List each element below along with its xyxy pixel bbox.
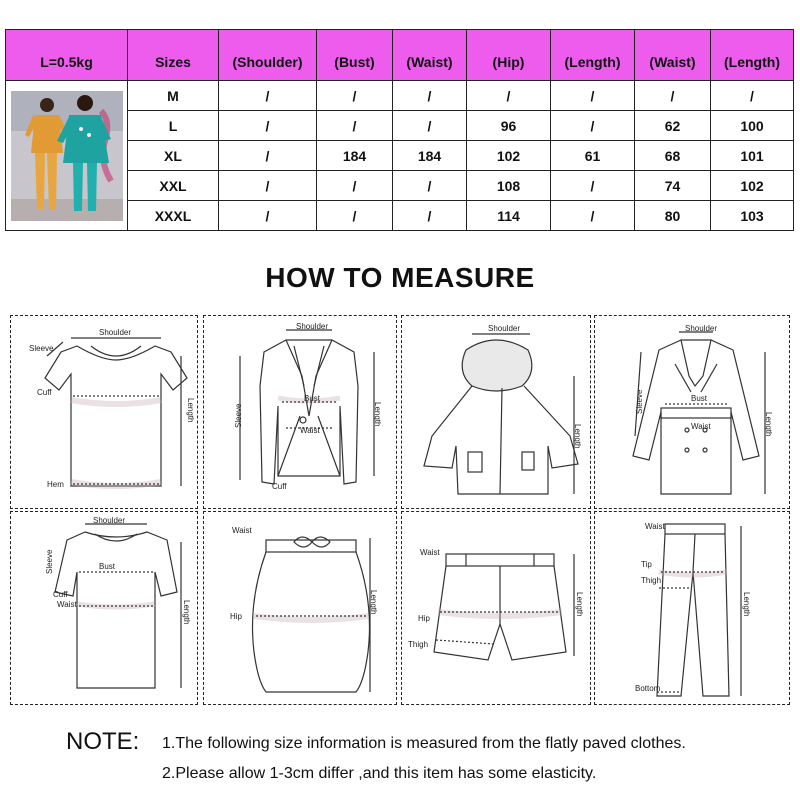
size-cell: M bbox=[128, 81, 219, 111]
diagram-parka bbox=[401, 315, 591, 509]
tshirt-cuff-label: Cuff bbox=[37, 388, 52, 397]
skirt-waist-label: Waist bbox=[232, 526, 252, 535]
table-cell: / bbox=[551, 81, 635, 111]
parka-illustration bbox=[402, 316, 592, 510]
table-cell: / bbox=[393, 81, 467, 111]
table-cell: 68 bbox=[635, 141, 711, 171]
table-cell: / bbox=[317, 81, 393, 111]
table-cell: / bbox=[393, 171, 467, 201]
pants-waist-label: Waist bbox=[645, 522, 665, 531]
note-line-2: 2.Please allow 1-3cm differ ,and this item has some elasticity. bbox=[162, 765, 597, 782]
table-cell: 184 bbox=[393, 141, 467, 171]
table-cell: 61 bbox=[551, 141, 635, 171]
diagram-dress bbox=[10, 511, 198, 705]
dress-illustration bbox=[11, 512, 199, 706]
shorts-thigh-label: Thigh bbox=[408, 640, 429, 649]
pants-illustration bbox=[595, 512, 791, 706]
tshirt-hem-label: Hem bbox=[47, 480, 64, 489]
skirt-length-label: Length bbox=[369, 590, 378, 615]
tshirt-shoulder-label: Shoulder bbox=[99, 328, 132, 337]
pants-tip-label: Tip bbox=[641, 560, 652, 569]
header-pants-length: (Length) bbox=[711, 30, 794, 81]
diagram-coat bbox=[594, 315, 790, 509]
table-cell: / bbox=[219, 81, 317, 111]
pants-length-label: Length bbox=[742, 592, 751, 617]
how-to-measure-heading: HOW TO MEASURE bbox=[265, 262, 535, 293]
header-shoulder: (Shoulder) bbox=[219, 30, 317, 81]
size-cell: L bbox=[128, 111, 219, 141]
shorts-length-label: Length bbox=[575, 592, 584, 617]
diagram-skirt bbox=[203, 511, 397, 705]
table-cell: / bbox=[551, 201, 635, 231]
table-cell: 100 bbox=[711, 111, 794, 141]
pants-bottom-label: Bottom bbox=[635, 684, 661, 693]
coat-illustration bbox=[595, 316, 791, 510]
note-label: NOTE: bbox=[66, 728, 140, 755]
coat-sleeve-label: Sleeve bbox=[635, 389, 644, 414]
size-cell: XXL bbox=[128, 171, 219, 201]
diagram-tshirt bbox=[10, 315, 198, 509]
skirt-hip-label: Hip bbox=[230, 612, 243, 621]
shorts-waist-label: Waist bbox=[420, 548, 440, 557]
coat-bust-label: Bust bbox=[691, 394, 708, 403]
table-cell: / bbox=[219, 141, 317, 171]
note-line-1: 1.The following size information is measured from the flatly paved clothes. bbox=[162, 735, 686, 752]
coat-waist-label: Waist bbox=[691, 422, 711, 431]
size-cell: XL bbox=[128, 141, 219, 171]
table-cell: / bbox=[635, 81, 711, 111]
dress-sleeve-label: Sleeve bbox=[45, 549, 54, 574]
blazer-length-label: Length bbox=[373, 402, 382, 427]
header-hip: (Hip) bbox=[467, 30, 551, 81]
dress-cuff-label: Cuff bbox=[53, 590, 68, 599]
table-cell: 108 bbox=[467, 171, 551, 201]
diagram-pants bbox=[594, 511, 790, 705]
table-cell: 80 bbox=[635, 201, 711, 231]
table-cell: / bbox=[551, 171, 635, 201]
parka-shoulder-label: Shoulder bbox=[488, 324, 521, 333]
table-cell: / bbox=[317, 171, 393, 201]
header-sizes: Sizes bbox=[128, 30, 219, 81]
table-cell: 184 bbox=[317, 141, 393, 171]
table-cell: 62 bbox=[635, 111, 711, 141]
blazer-bust-label: Bust bbox=[304, 394, 321, 403]
header-length: (Length) bbox=[551, 30, 635, 81]
table-cell: / bbox=[317, 111, 393, 141]
table-cell: 102 bbox=[711, 171, 794, 201]
table-cell: 114 bbox=[467, 201, 551, 231]
header-pants-waist: (Waist) bbox=[635, 30, 711, 81]
table-cell: / bbox=[219, 171, 317, 201]
diagram-blazer bbox=[203, 315, 397, 509]
table-cell: / bbox=[219, 201, 317, 231]
tshirt-length-label: Length bbox=[186, 398, 195, 423]
shorts-illustration bbox=[402, 512, 592, 706]
blazer-cuff-label: Cuff bbox=[272, 482, 287, 491]
pants-thigh-label: Thigh bbox=[641, 576, 662, 585]
header-bust: (Bust) bbox=[317, 30, 393, 81]
table-cell: / bbox=[393, 111, 467, 141]
dress-waist-label: Waist bbox=[57, 600, 77, 609]
size-cell: XXXL bbox=[128, 201, 219, 231]
table-cell: / bbox=[393, 201, 467, 231]
diagram-shorts bbox=[401, 511, 591, 705]
tshirt-sleeve-label: Sleeve bbox=[29, 344, 54, 353]
shorts-hip-label: Hip bbox=[418, 614, 431, 623]
blazer-sleeve-label: Sleeve bbox=[234, 403, 243, 428]
table-cell: 74 bbox=[635, 171, 711, 201]
table-cell: 103 bbox=[711, 201, 794, 231]
weight-label: L=0.5kg bbox=[6, 30, 128, 81]
table-cell: / bbox=[317, 201, 393, 231]
header-waist: (Waist) bbox=[393, 30, 467, 81]
blazer-shoulder-label: Shoulder bbox=[296, 322, 329, 331]
table-cell: 102 bbox=[467, 141, 551, 171]
table-cell: 96 bbox=[467, 111, 551, 141]
table-cell: / bbox=[551, 111, 635, 141]
dress-shoulder-label: Shoulder bbox=[93, 516, 126, 525]
coat-length-label: Length bbox=[764, 412, 773, 437]
table-cell: / bbox=[467, 81, 551, 111]
dress-length-label: Length bbox=[182, 600, 191, 625]
table-cell: 101 bbox=[711, 141, 794, 171]
coat-shoulder-label: Shoulder bbox=[685, 324, 718, 333]
table-cell: / bbox=[219, 111, 317, 141]
table-cell: / bbox=[711, 81, 794, 111]
dress-bust-label: Bust bbox=[99, 562, 116, 571]
blazer-waist-label: Waist bbox=[300, 426, 320, 435]
parka-length-label: Length bbox=[573, 424, 582, 449]
